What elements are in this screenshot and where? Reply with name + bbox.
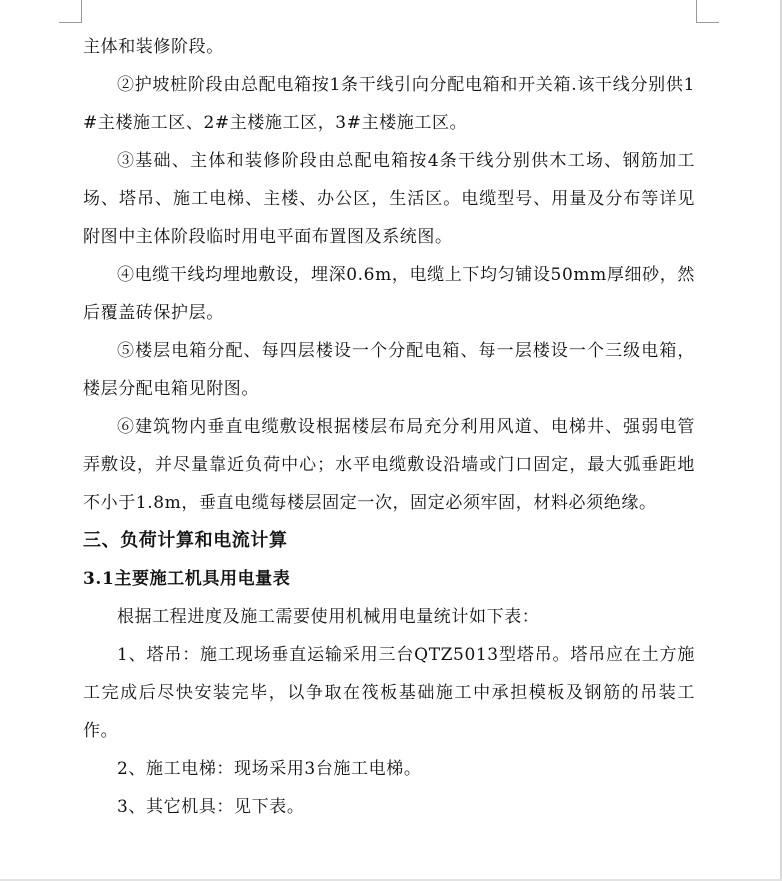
list-item-2: 2、施工电梯：现场采用3台施工电梯。 [117,759,422,779]
page-corner-mark-top-right [696,0,719,23]
page-corner-mark-top-left [59,0,82,23]
paragraph-item-3: ③基础、主体和装修阶段由总配电箱按4条干线分别供木工场、钢筋加工场、塔吊、施工电梯、主楼、办公区，生活区。电缆型号、用量及分布等详见附图中主体阶段临时用电平面布置图及系统图。 [83,151,695,247]
paragraph-item-6: ⑥建筑物内垂直电缆敷设根据楼层布局充分利用风道、电梯井、强弱电管弄敷设，并尽量靠近负荷中心；水平电缆敷设沿墙或门口固定，最大弧垂距地不小于1.8m，垂直电缆每楼层固定一次，固定必须牢固，材料必须绝缘。 [83,417,695,513]
intro-paragraph: 根据工程进度及施工需要使用机械用电量统计如下表： [117,607,540,627]
paragraph-continuation: 主体和装修阶段。 [83,37,224,57]
section-heading: 三、负荷计算和电流计算 [83,530,288,551]
paragraph-item-4: ④电缆干线均埋地敷设，埋深0.6m，电缆上下均匀铺设50mm厚细砂，然后覆盖砖保护层。 [83,265,695,323]
paragraph-item-5: ⑤楼层电箱分配、每四层楼设一个分配电箱、每一层楼设一个三级电箱，楼层分配电箱见附图。 [83,341,695,399]
list-item-3: 3、其它机具：见下表。 [117,797,305,817]
document-body [83,28,695,826]
paragraph-item-2: ②护坡桩阶段由总配电箱按1条干线引向分配电箱和开关箱.该干线分别供1#主楼施工区、2#主楼施工区，3#主楼施工区。 [83,75,695,133]
subsection-heading: 3.1主要施工机具用电量表 [83,569,291,589]
list-item-1: 1、塔吊：施工现场垂直运输采用三台QTZ5013型塔吊。塔吊应在土方施工完成后尽快安装完毕，以争取在筏板基础施工中承担模板及钢筋的吊装工作。 [83,645,695,741]
